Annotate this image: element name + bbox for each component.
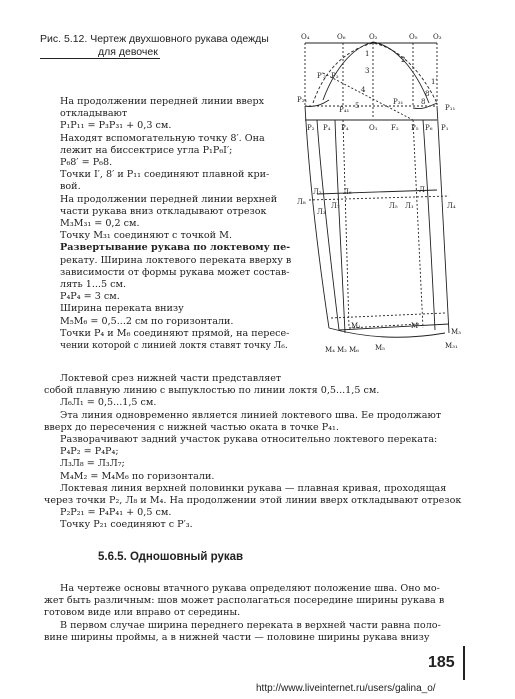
text-line: части рукава вниз откладывают отрезок [60, 205, 267, 217]
text-line: лять 1...5 см. [60, 279, 127, 291]
formula-line: P₄P₂ = P₄P₄; [60, 446, 119, 458]
label-l5: Л₅ [389, 202, 398, 210]
text-line: Точки I′, 8′ и P₁₁ соединяют плавной кри- [60, 169, 270, 181]
label-m3: M₃ [451, 328, 461, 336]
figure-caption [40, 33, 290, 59]
full-width-text [44, 373, 470, 532]
text-line: вине ширины проймы, а в нижней части — половине ширины рукава внизу [44, 631, 430, 643]
label-o6: O₆ [337, 33, 346, 41]
formula-line: M₃M₃₁ = 0,2 см. [60, 218, 140, 230]
formula-line: Л₆Л₁ = 0,5...1,5 см. [60, 397, 157, 409]
left-column-text [60, 96, 292, 352]
text-line: На продолжении передней линии вверх [60, 96, 265, 107]
label-f2: F₂ [391, 124, 399, 132]
label-n1p: 1′ [431, 78, 438, 86]
text-line: Ширина переката внизу [60, 303, 184, 315]
label-pa: P₄ [323, 124, 331, 132]
section-body [44, 583, 470, 644]
text-line: Локтевой срез нижней части представляет [60, 373, 282, 384]
elbow-line-under [335, 120, 345, 333]
label-p2: P₂ [307, 124, 315, 132]
label-o3: O₃ [433, 33, 442, 41]
text-line: жет быть различным: шов может располагаться посередине ширины рукава в [44, 595, 445, 607]
text-line: Разворачивают задний участок рукава относительно локтевого переката: [60, 434, 438, 446]
label-p4: P₄ [341, 124, 349, 132]
text-line: через точки P₂, Л₈ и M₄. На продолжении этой линии вверх откладывают отрезок [44, 495, 462, 507]
text-line: вой. [60, 181, 81, 193]
text-line: Находят вспомогательную точку 8′. Она [60, 132, 265, 144]
text-line: Локтевая линия верхней половинки рукава — плавная кривая, проходящая [60, 482, 447, 494]
text-line: На продолжении передней линии верхней [60, 193, 278, 205]
text-line: В первом случае ширина переднего переката в верхней части равна поло- [60, 619, 441, 631]
label-p3: P₃ [331, 72, 339, 80]
guide-vert [343, 120, 349, 328]
label-p6: P₆ [425, 124, 433, 132]
label-l6: Л₆ [343, 188, 352, 196]
back-seam-inner [317, 120, 339, 330]
label-l7: Л₇ [331, 202, 340, 210]
label-n2: 2 [401, 56, 406, 64]
formula-line: P₄P₄ = 3 см. [60, 291, 120, 303]
label-l4: Л₄ [447, 202, 456, 210]
caption-line-2: для девочек [98, 46, 158, 58]
label-l: Л [419, 186, 425, 194]
text-line: Эта линия одновременно является линией локтевого шва. Ее продолжают [60, 409, 442, 421]
formula-line: P₂P₂₁ = P₄P₄₁ + 0,5 см. [60, 507, 172, 519]
page-number: 185 [428, 654, 455, 671]
label-n3: 3 [365, 67, 370, 75]
watermark-url: http://www.liveinternet.ru/users/galina_o/ [256, 683, 436, 694]
hem-guide [331, 313, 445, 318]
page-number-rule [463, 646, 465, 680]
text-line: лежит на биссектрисе угла P₁P₆I′; [60, 144, 233, 156]
text-line: зависимости от формы рукава может состав- [60, 266, 290, 278]
guide-vert [413, 120, 423, 328]
text-line: чении которой с линией локтя ставят точку Л₆. [60, 341, 288, 352]
label-n4: 4 [361, 86, 366, 94]
label-l2: Л₂ [313, 188, 322, 196]
text-line: откладывают [60, 108, 128, 120]
label-l1: Л₁ [405, 202, 414, 210]
label-o2: O₂ [369, 33, 378, 41]
label-n5: 5 [355, 102, 360, 110]
text-line: На чертеже основы втачного рукава определяют положение шва. Оно мо- [60, 583, 440, 594]
label-m: M [411, 322, 419, 330]
label-o4: O₄ [301, 33, 310, 41]
label-l3: Л₃ [317, 208, 326, 216]
label-p11: P₁₁ [445, 104, 456, 112]
formula-line: M₅M₆ = 0,5...2 см по горизонтали. [60, 315, 234, 327]
label-p41: P₄₁ [339, 106, 350, 114]
label-n8: 8 [421, 98, 426, 106]
text-line: Точки P₄ и M₆ соединяют прямой, на пересе- [60, 327, 290, 339]
label-m5: M₅ [375, 344, 385, 352]
label-p21: P₂₁ [297, 96, 308, 104]
label-p31: P₃₁ [393, 98, 404, 106]
label-n1: 1 [365, 50, 370, 58]
text-line: рекату. Ширина локтевого переката вверху в [60, 254, 292, 266]
text-line: собой плавную линию с выпуклостью по линии локтя 0,5...1,5 см. [44, 385, 380, 397]
sleeve-pattern-diagram [295, 28, 470, 363]
label-o5: O₅ [409, 33, 418, 41]
label-p1: P₁ [441, 124, 449, 132]
formula-line: P₁P₁₁ = P₃P₃₁ + 0,3 см. [60, 120, 172, 132]
formula-line: P₆8′ = P₆8. [60, 157, 113, 169]
front-outer-seam [437, 106, 449, 333]
label-n8p: 8′ [425, 90, 432, 98]
label-p3p: P′₃ [317, 72, 327, 80]
caption-rule [40, 58, 160, 60]
subheading-line: Развертывание рукава по локтевому пе- [60, 242, 291, 254]
label-p5: P₅ [411, 124, 419, 132]
back-elbow-seam [305, 106, 329, 328]
text-line: вверх до пересечения с нижней частью оката в точке P₄₁. [44, 421, 339, 433]
formula-line: M₄M₂ = M₄M₆ по горизонтали. [60, 470, 215, 482]
front-seam [423, 120, 435, 330]
text-line: Точку M₃₁ соединяют с точкой M. [60, 230, 232, 242]
text-line: готовом виде или вправо от середины. [44, 607, 241, 619]
text-line: Точку P₂₁ соединяют с P′₃. [60, 519, 193, 531]
section-title: 5.6.5. Одношовный рукав [98, 551, 244, 563]
label-m1: M₁ [351, 322, 361, 330]
label-m31: M₃₁ [445, 342, 458, 350]
diagonal-guide [323, 73, 413, 120]
label-m4: M₄ [325, 346, 335, 354]
formula-line: Л₃Л₈ = Л₃Л₇; [60, 458, 125, 470]
caption-line-1: Рис. 5.12. Чертеж двухшовного рукава одежды [40, 33, 269, 45]
label-l8: Л₈ [297, 198, 306, 206]
label-o1: O₁ [369, 124, 378, 132]
label-m6: M₆ [349, 346, 359, 354]
label-m2: M₂ [337, 346, 347, 354]
